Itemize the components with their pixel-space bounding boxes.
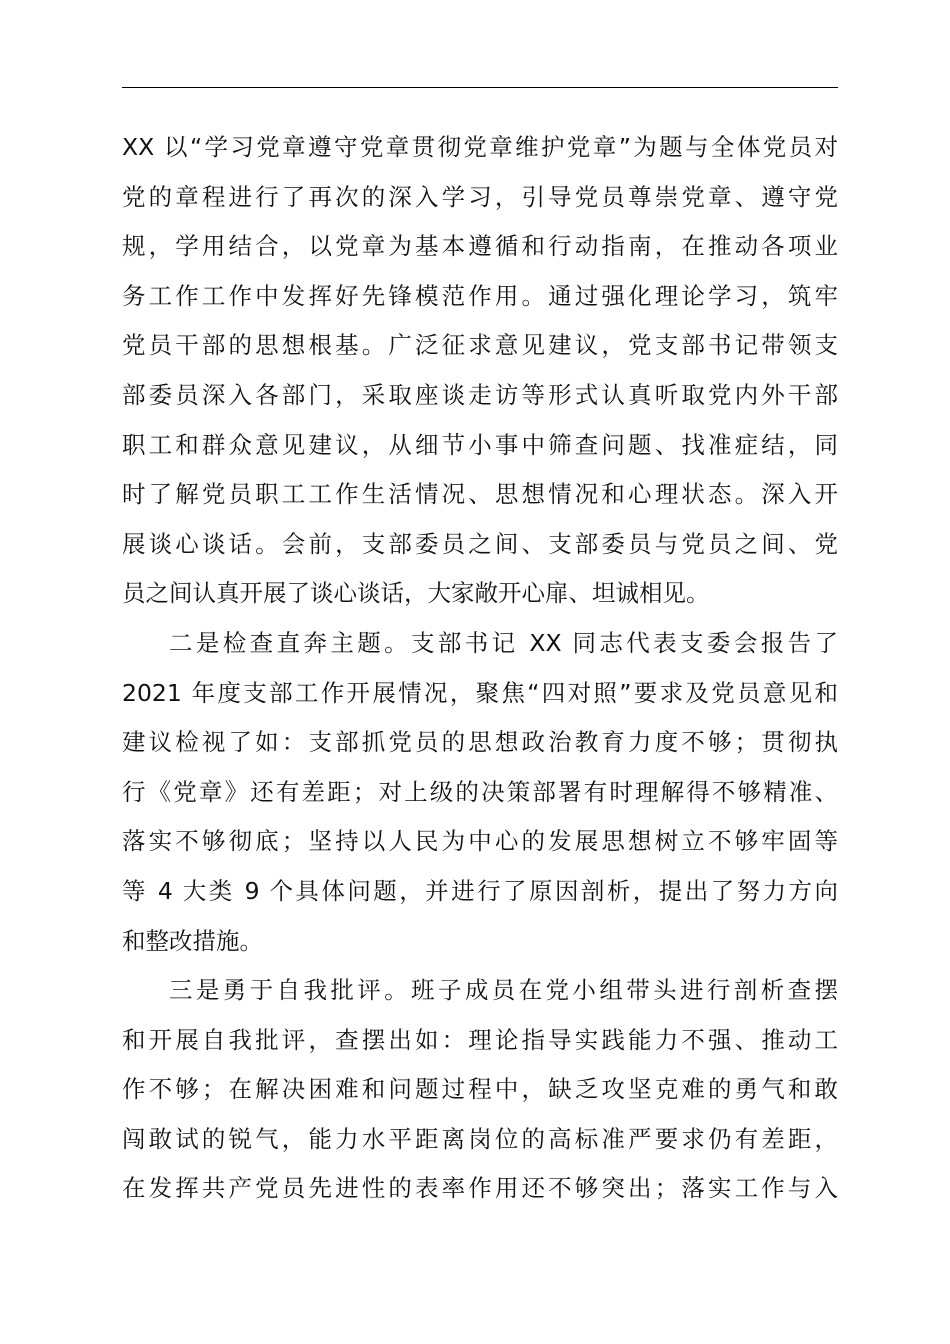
text-line: 落实不够彻底；坚持以人民为中心的发展思想树立不够牢固等 bbox=[122, 827, 838, 856]
text-line: 时了解党员职工工作生活情况、思想情况和心理状态。深入开 bbox=[122, 480, 838, 509]
text-line: 在发挥共产党员先进性的表率作用还不够突出；落实工作与入 bbox=[122, 1174, 838, 1203]
header-rule bbox=[122, 87, 838, 88]
text-line: XX 以“学习党章遵守党章贯彻党章维护党章”为题与全体党员对 bbox=[122, 133, 838, 161]
text-line: 和整改措施。 bbox=[122, 926, 263, 955]
text-line: 行《党章》还有差距；对上级的决策部署有时理解得不够精准、 bbox=[122, 777, 838, 806]
text-line: 三是勇于自我批评。班子成员在党小组带头进行剖析查摆 bbox=[169, 976, 838, 1005]
text-line: 二是检查直奔主题。支部书记 XX 同志代表支委会报告了 bbox=[169, 628, 838, 657]
text-line: 建议检视了如：支部抓党员的思想政治教育力度不够；贯彻执 bbox=[122, 728, 838, 757]
text-line: 党员干部的思想根基。广泛征求意见建议，党支部书记带领支 bbox=[122, 331, 838, 360]
text-line: 展谈心谈话。会前，支部委员之间、支部委员与党员之间、党 bbox=[122, 529, 838, 558]
document-body bbox=[122, 123, 838, 1214]
text-line: 务工作工作中发挥好先锋模范作用。通过强化理论学习，筑牢 bbox=[122, 281, 838, 310]
paragraph bbox=[122, 123, 838, 619]
paragraph bbox=[122, 966, 838, 1214]
text-line: 作不够；在解决困难和问题过程中，缺乏攻坚克难的勇气和敢 bbox=[122, 1075, 838, 1104]
text-line: 党的章程进行了再次的深入学习，引导党员尊崇党章、遵守党 bbox=[122, 182, 838, 211]
text-line: 员之间认真开展了谈心谈话，大家敞开心扉、坦诚相见。 bbox=[122, 579, 710, 608]
text-line: 规，学用结合，以党章为基本遵循和行动指南，在推动各项业 bbox=[122, 232, 838, 261]
text-line: 等 4 大类 9 个具体问题，并进行了原因剖析，提出了努力方向 bbox=[122, 876, 838, 905]
text-line: 职工和群众意见建议，从细节小事中筛查问题、找准症结，同 bbox=[122, 430, 838, 459]
text-line: 闯敢试的锐气，能力水平距离岗位的高标准严要求仍有差距， bbox=[122, 1124, 838, 1153]
text-line: 2021 年度支部工作开展情况，聚焦“四对照”要求及党员意见和 bbox=[122, 678, 838, 707]
text-line: 部委员深入各部门，采取座谈走访等形式认真听取党内外干部 bbox=[122, 380, 838, 409]
paragraph bbox=[122, 619, 838, 966]
text-line: 和开展自我批评，查摆出如：理论指导实践能力不强、推动工 bbox=[122, 1025, 838, 1054]
